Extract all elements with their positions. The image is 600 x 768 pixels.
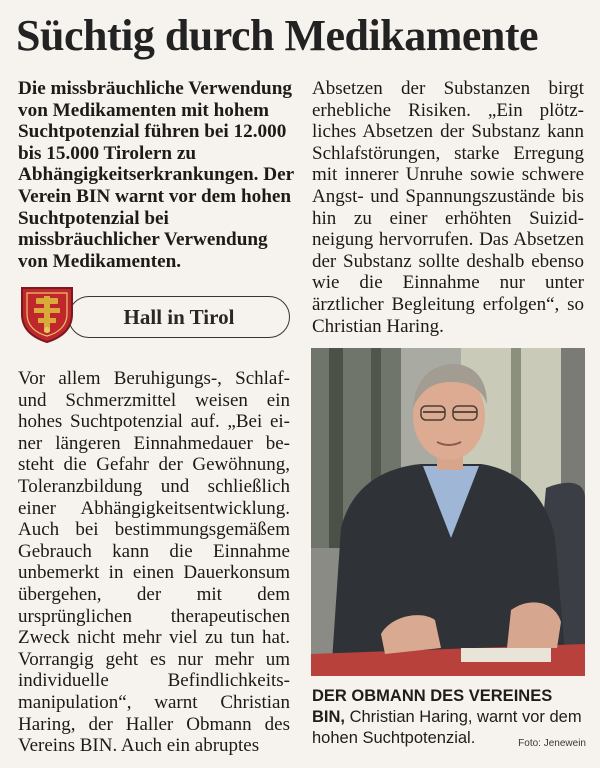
- location-tag: [18, 284, 290, 344]
- photo-credit: Foto: Jenewein: [518, 738, 586, 749]
- hall-in-tirol-crest-icon: [18, 284, 76, 344]
- location-box: [68, 296, 290, 338]
- article-body-left: Vor allem Beruhigungs-, Schlaf- und Schmerzmittel weisen ein hohes Suchtpotenzial auf. „Bei einer längeren Einnahmedauer besteht die Gefahr der Gewöhnung, Toleranzbildung und schließlich einer Abhängigkeitsentwicklung. Auch bei bestimmungsgemäßem Gebrauch kann die Einnahme unbemerkt in einen Dauerkonsum übergehen, der mit dem ursprünglichen therapeutischen Zweck nicht mehr viel zu tun hat. Vorrangig geht es nur mehr um individuelle Befindlichkeitsmanipulation“, warnt Christian Haring, der Haller Obmann des Vereins BIN. Auch ein abruptes: [18, 368, 290, 757]
- article-photo: [311, 348, 585, 676]
- caption-lead-in: DER OBMANN DES VEREINES BIN,: [312, 687, 553, 726]
- photo-portrait-image: [311, 348, 585, 676]
- article-title: Süchtig durch Medikamente: [16, 11, 539, 60]
- article-body-right: Absetzen der Substanzen birgt erhebliche Risiken. „Ein plötzliches Absetzen der Substanz kann Schlafstörungen, starke Erregung mit innerer Unruhe sowie schwere Angst- und Spannungszustände bis hin zu einer erhöhten Suizidneigung hervorrufen. Das Absetzen der Substanz sollte deshalb ebenso wie die Einnahme nur unter ärztlicher Begleitung erfolgen“, so Christian Haring.: [312, 78, 584, 337]
- caption-text: Christian Haring, warnt vor dem hohen Suchtpotenzial.: [312, 708, 582, 747]
- article-lead: Die missbräuchliche Verwendung von Medikamenten mit hohem Suchtpotenzial führen bei 12.000 bis 15.000 Tirolern zu Abhängigkeitserkrankungen. Der Verein BIN warnt vor dem hohen Suchtpotenzial bei missbräuchlicher Verwendung von Medikamenten.: [18, 78, 294, 272]
- location-label: Hall in Tirol: [123, 305, 235, 329]
